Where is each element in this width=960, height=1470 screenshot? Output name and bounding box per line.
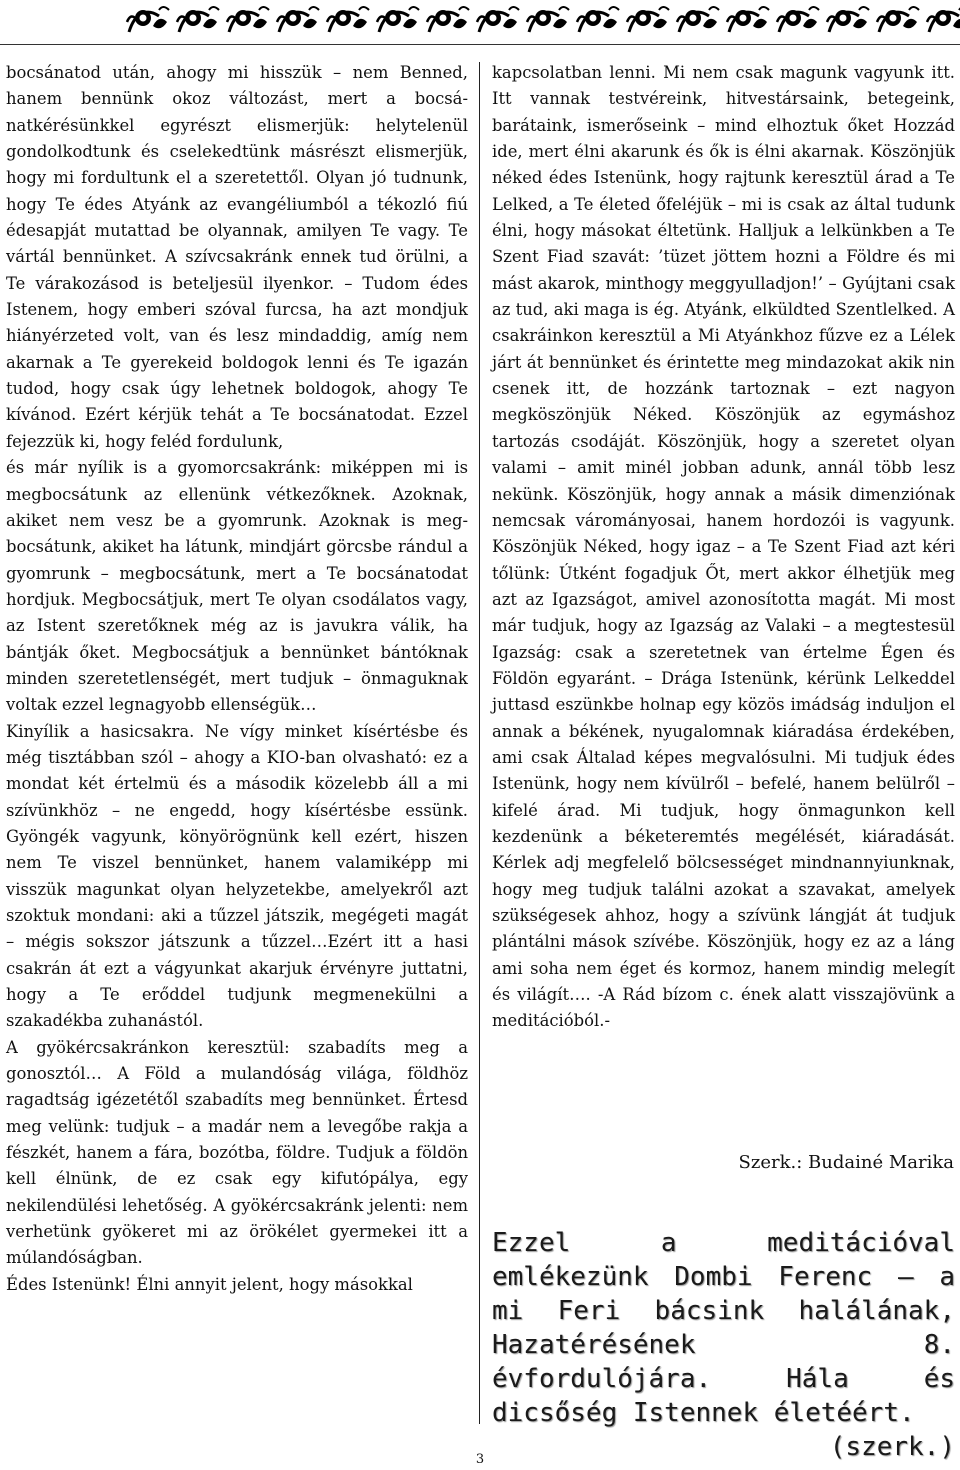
tribute-text: Ezzel a meditációval emlékezünk Dombi Ferenc – a mi Feri bácsink halálának, Hazatérésének 8. évfordulójára. Hála és dicsőség Istennek életéért. [492,1228,955,1428]
tribute-sign: (szerk.) [829,1432,955,1462]
paragraph: Kinyílik a hasicsakra. Ne vígy minket kísértésbe és még tisztábban szól – ahogy a KIO-ban olvasható: ez a mondat két értelmü és a második közelebb áll a mi szívünkhöz – ne engedd, hogy kísértésbe essünk. Gyöngék vagyunk, könyörögnünk kell ezért, hiszen nem Te viszel bennünket, hanem valamiképp mi visszük magunkat olyan helyzetekbe, amelyekről azt szoktuk mondani: aki a tűzzel játszik, megégeti magát – mégis sokszor játszunk a tűzzel…Ezért itt a hasi csakrán át ezt a vágyunkat akarjuk érvényre juttatni, hogy a Te erőddel tudjunk megmenekülni a szakadékba zuhanástól. [6,721,468,1031]
paragraph: és már nyílik is a gyomorcsakránk: miképpen mi is megbocsátunk az ellenünk vétkezőknek. Azoknak, akiket nem vesz be a gyomrunk. Azoknak is megbocsátunk, akiket ha látunk, mindjárt görcsbe rándul a gyomrunk – megbocsátunk, mert a Te bocsánatodat hordjuk. Megbocsátjuk, mert Te olyan csodálatos vagy, az Istent szeretőknek még az is javukra válik, ha bántják őket. Megbocsátjuk a bennünket bántóknak minden szeretetlenségét, mert tudjuk – önmaguknak voltak ezzel legnagyobb ellenségük… [6,458,468,715]
editor-signature: Szerk.: Budainé Marika [738,1152,954,1173]
paragraph: bocsánatod után, ahogy mi hisszük – nem Benned, hanem bennünk okoz változást, mert a bocsánatkérésünkkel egyrészt elismerjük: helytelenül gondolkodtunk és cselekedtünk másrészt elismerjük, hogy mi fordultunk el a szeretettől. Olyan jó tudnunk, hogy Te édes Atyánk az evangéliumból a tékozló fiú édesapját mutattad be olyannak, amilyen Te vagy. Te vártál bennünket. A szívcsakránk ennek tud örülni, a Te várakozásod is beteljesül ilyenkor. – Tudom édes Istenem, hogy emberi szóval furcsa, ha azt mondjuk hiányérzeted volt, van és lesz mindaddig, amíg nem akarnak a Te gyerekeid boldogok lenni és Te igazán tudod, hogy csak úgy lehetnek boldogok, ahogy Te kívánod. Ezért kérjük tehát a Te bocsánatodat. Ezzel fejezzük ki, hogy feléd fordulunk, [6,63,468,451]
column-divider [479,62,480,1424]
paragraph: Édes Istenünk! Élni annyit jelent, hogy másokkal [6,1274,413,1294]
header-rule [0,44,960,45]
paragraph: kapcsolatban lenni. Mi nem csak magunk vagyunk itt. Itt vannak testvéreink, hitvestársaink, betegeink, barátaink, ismerőseink – mind elhoztuk őket Hozzád ide, mert élni akarunk és ők is élni akarnak. Köszönjük néked édes Istenünk, hogy rajtunk keresztül árad a Te Lelked, a Te életed őfeléjük – mi is csak az által tudunk élni, hogy másokat éltetünk. Halljuk a lelkünkben a Te Szent Fiad szavát: ’tüzet jöttem hozni a Földre és mi mást akarok, minthogy meggyulladjon!’ – Gyújtani csak az tud, aki maga is ég. Atyánk, elküldted Szentlelked. A csakráinkon keresztül a Mi Atyánkhoz fűzve ez a Lélek járt át bennünket és érintette meg mindazokat akik nin csenek itt, de hozzánk tartoznak – ezt nagyon megköszönjük Néked. Köszönjük az egymáshoz tartozás csodáját. Köszönjük, hogy a szeretet olyan valami – amit minél jobban adunk, annál több lesz nekünk. Köszönjük, hogy annak a másik dimenziónak nemcsak várományosai, hanem hordozói is vagyunk. Köszönjük Néked, hogy igaz – a Te Szent Fiad azt kéri tőlünk: Útként fogadjuk Őt, mert akkor élhetjük meg azt az Igazságot, amivel azonosította magát. Mi most már tudjuk, hogy az Igazság az Valaki – a megtestesül Igazság: csak a szeretetnek van értelme Égen és Földön egyaránt. – Drága Istenünk, kérünk Lelkeddel juttasd eszünkbe holnap egy közös imádság induljon el annak a békének, nyugalomnak kiáradása érdekében, ami csak Általad képes megvalósulni. Mi tudjuk édes Istenünk, hogy nem kívülről – befelé, hanem belülről – kifelé árad. Mi tudjuk, hogy önmagunkon kell kezdenünk a béketeremtés megélését, kiáradását. Kérlek adj megfelelő bölcsességet mindnannyiunknak, hogy meg tudjuk találni azokat a szavakat, amelyek szükségesek ahhoz, hogy a szívünk lángját át tudjuk plántálni mások szívébe. Köszönjük, hogy ez az a láng ami soha nem éget és kormoz, hanem mindig melegít és világít…. -A Rád bízom c. ének alatt visszajövünk a meditációból.- [492,63,955,1031]
paragraph: A gyökércsakránkon keresztül: szabadíts meg a gonosztól… A Föld a mulandóság világa, földhöz ragadtság igézetétől szabadíts meg bennünket. Értesd meg velünk: tudjuk – a madár nem a levegőbe rakja a fészkét, hanem a fára, bozótba, földre. Tudjuk a földön kell élnünk, de ez csak egy kifutópálya, egy nekilendülési lehetőség. A gyökércsakránk jelenti: nem verhetünk gyökeret mi az örökélet gyermekei itt a múlandóságban. [6,1037,468,1268]
floral-border-ornament [125,2,960,38]
left-column [6,60,468,1298]
page-number: 3 [475,1452,485,1467]
memorial-tribute [492,1226,955,1464]
right-column [492,60,955,1035]
